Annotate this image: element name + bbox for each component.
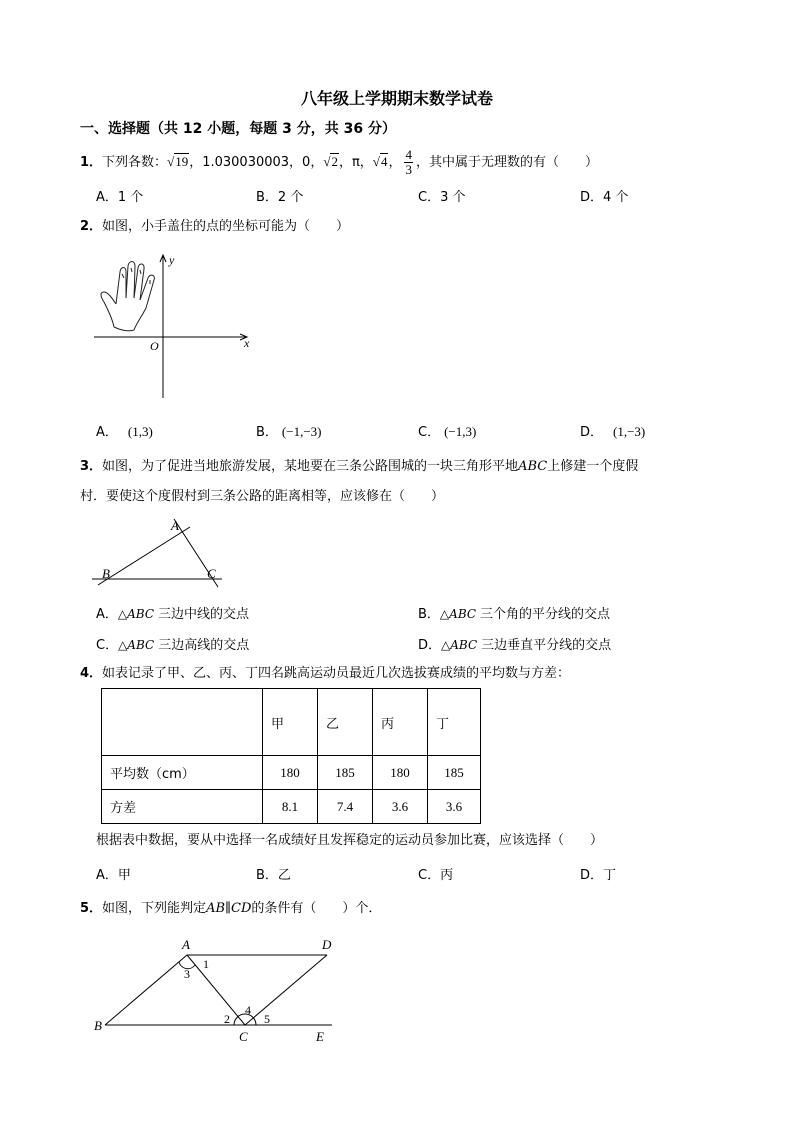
- option-b: B．△ABC 三个角的平分线的交点: [418, 607, 611, 622]
- question-number: 1．: [80, 155, 103, 170]
- table-header-cell: 甲: [263, 689, 318, 756]
- point-a-label: A: [182, 937, 190, 952]
- question-text: 上修建一个度假: [547, 459, 639, 474]
- vertex-a-label: A: [171, 518, 179, 533]
- table-cell: 8.1: [263, 790, 318, 824]
- table-cell: 方差: [102, 790, 263, 824]
- y-label: y: [169, 253, 175, 267]
- vertex-c-label: C: [207, 566, 216, 581]
- table-header-row: [102, 689, 481, 756]
- question-text: 下列各数：: [102, 155, 168, 170]
- option-d: D．4 个: [580, 190, 629, 205]
- option-c: C．3 个: [418, 190, 466, 205]
- question-4-followup: 根据表中数据，要从中选择一名成绩好且发挥稳定的运动员参加比赛，应该选择（ ）: [96, 833, 604, 848]
- sqrt-2: √2: [323, 154, 338, 169]
- option-a: A．1 个: [96, 190, 144, 205]
- table-cell: 185: [318, 756, 373, 790]
- vertex-b-label: B: [102, 566, 110, 581]
- sqrt-4: √4: [372, 154, 388, 169]
- option-c: C．△ABC 三边高线的交点: [96, 638, 250, 653]
- table-header-cell: 丁: [428, 689, 481, 756]
- option-a: A． (1,3): [96, 424, 153, 440]
- angle-5-label: 5: [264, 1012, 270, 1026]
- section-heading: 一、选择题（共 12 小题，每题 3 分，共 36 分）: [80, 121, 396, 137]
- angle-2-label: 2: [224, 1012, 230, 1026]
- table-cell: [102, 689, 263, 756]
- question-text: ，: [388, 155, 402, 170]
- page-title: 八年级上学期期末数学试卷: [300, 89, 493, 108]
- option-b: B．2 个: [256, 190, 304, 205]
- option-d: D．丁: [580, 868, 617, 883]
- option-c: C． (−1,3): [418, 424, 477, 440]
- question-5: [80, 900, 381, 918]
- option-a: A．△ABC 三边中线的交点: [96, 607, 250, 622]
- parallel-figure: [88, 935, 340, 1050]
- question-number: 5．: [80, 901, 103, 916]
- coordinate-figure: [90, 250, 265, 405]
- angle-4-label: 4: [245, 1003, 251, 1017]
- triangle-figure: [90, 515, 230, 590]
- parallel-statement: AB∥CD: [206, 901, 252, 916]
- question-number: 2．: [80, 219, 103, 234]
- x-label: x: [244, 336, 250, 350]
- option-b: B．乙: [256, 868, 291, 883]
- table-cell: 3.6: [373, 790, 428, 824]
- fraction-4-3: $\frac{4}{3}$: [405, 147, 412, 177]
- stats-table: [101, 688, 481, 824]
- hand-icon: [101, 262, 154, 331]
- question-text: 如图，下列能判定: [102, 901, 207, 916]
- question-2: [80, 218, 349, 236]
- question-number: 4．: [80, 666, 103, 681]
- angle-1-label: 1: [203, 957, 209, 971]
- option-b: B． (−1,−3): [256, 424, 322, 440]
- angle-3-label: 3: [184, 967, 190, 981]
- table-row: [102, 756, 481, 790]
- question-text: 如图，为了促进当地旅游发展，某地要在三条公路围城的一块三角形平地: [102, 459, 519, 474]
- sqrt-19: √19: [167, 154, 189, 169]
- question-3: [80, 458, 638, 476]
- table-cell: 180: [263, 756, 318, 790]
- table-cell: 平均数（cm）: [102, 756, 263, 790]
- option-d: D． (1,−3): [580, 424, 646, 440]
- question-4: [80, 665, 570, 683]
- origin-label: O: [150, 339, 159, 353]
- question-text: ，π，: [338, 155, 373, 170]
- table-row: [102, 790, 481, 824]
- question-3-line2: 村．要使这个度假村到三条公路的距离相等，应该修在（ ）: [80, 489, 445, 504]
- option-c: C．丙: [418, 868, 454, 883]
- question-1: [80, 148, 598, 177]
- table-cell: 7.4: [318, 790, 373, 824]
- point-c-label: C: [239, 1029, 248, 1044]
- question-text: 如表记录了甲、乙、丙、丁四名跳高运动员最近几次选拔赛成绩的平均数与方差：: [102, 666, 571, 681]
- question-text: 的条件有（ ）个．: [251, 901, 382, 916]
- question-text: ，1.030030003，0，: [189, 155, 324, 170]
- table-cell: 180: [373, 756, 428, 790]
- point-d-label: D: [322, 937, 332, 952]
- table-cell: 185: [428, 756, 481, 790]
- question-text: ，其中属于无理数的有（ ）: [415, 155, 598, 170]
- point-b-label: B: [94, 1018, 102, 1033]
- table-header-cell: 丙: [373, 689, 428, 756]
- option-d: D．△ABC 三边垂直平分线的交点: [418, 638, 612, 653]
- triangle-name: ABC: [518, 459, 548, 474]
- table-cell: 3.6: [428, 790, 481, 824]
- table-header-cell: 乙: [318, 689, 373, 756]
- question-text: 如图，小手盖住的点的坐标可能为（ ）: [102, 219, 350, 234]
- point-e-label: E: [316, 1029, 324, 1044]
- question-number: 3．: [80, 459, 103, 474]
- option-a: A．甲: [96, 868, 131, 883]
